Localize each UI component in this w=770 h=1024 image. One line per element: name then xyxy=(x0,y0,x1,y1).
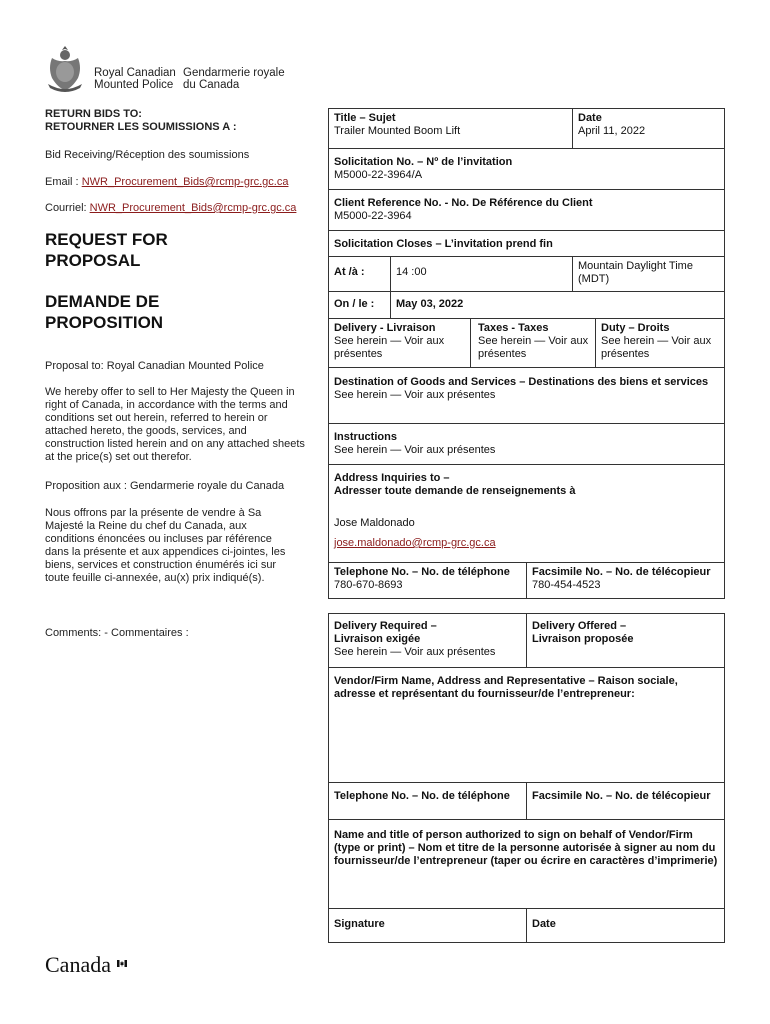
email-line xyxy=(45,176,307,189)
delivery-required-cell xyxy=(328,613,527,668)
courriel-label: Courriel: xyxy=(45,202,90,214)
offer-text-fr: Nous offrons par la présente de vendre à Sa Majesté la Reine du chef du Canada, aux conditions énoncées ou incluses par référence dans la présente et aux appendices ci-jointes, les biens, services et construction énumérés ici sur toute feuille ci-annexée, au(x) prix indiqué(s). xyxy=(45,507,286,584)
title-en-line1: REQUEST FOR xyxy=(45,230,168,249)
proposal-to: Proposal to: Royal Canadian Mounted Police xyxy=(45,360,264,372)
contact-name: Jose Maldonado xyxy=(334,517,415,529)
at-label-cell xyxy=(328,256,391,292)
title-fr-line2: PROPOSITION xyxy=(45,313,164,332)
taxes-label: Taxes - Taxes xyxy=(478,322,549,334)
solicitation-label: Solicitation No. – Nº de l’invitation xyxy=(334,156,513,168)
signature-cell[interactable] xyxy=(328,908,527,943)
solicitation-cell xyxy=(328,148,725,190)
solicitation-value: M5000-22-3964/A xyxy=(334,169,423,181)
delivery-label: Delivery - Livraison xyxy=(334,322,436,334)
canada-flag-icon xyxy=(117,960,127,967)
on-value-cell xyxy=(390,291,725,319)
title-cell xyxy=(328,108,573,149)
delivery-required-value: See herein — Voir aux présentes xyxy=(334,646,496,658)
taxes-value: See herein — Voir aux présentes xyxy=(478,335,589,360)
title-fr-line1: DEMANDE DE xyxy=(45,292,160,311)
address-cell xyxy=(328,464,725,563)
on-label-cell xyxy=(328,291,391,319)
org-name-fr-line1: Gendarmerie royale xyxy=(183,67,285,79)
fax-cell xyxy=(526,562,725,599)
client-ref-cell xyxy=(328,189,725,231)
title-en-line2: PROPOSAL xyxy=(45,251,141,270)
telephone-label: Telephone No. – No. de téléphone xyxy=(334,566,510,578)
client-ref-label: Client Reference No. - No. De Référence du Client xyxy=(334,197,593,209)
vendor-telephone-label: Telephone No. – No. de téléphone xyxy=(334,790,510,802)
duty-cell xyxy=(595,318,725,368)
org-name-en-line1: Royal Canadian xyxy=(94,67,176,79)
delivery-cell xyxy=(328,318,471,368)
return-bids-heading xyxy=(45,108,307,134)
courriel-line xyxy=(45,202,307,215)
instructions-value: See herein — Voir aux présentes xyxy=(334,444,496,456)
delivery-required-label-2: Livraison exigée xyxy=(334,633,421,645)
email-label: Email : xyxy=(45,176,82,188)
delivery-offered-label-1: Delivery Offered – xyxy=(532,620,627,632)
offer-text-en: We hereby offer to sell to Her Majesty the Queen in right of Canada, in accordance with the terms and conditions set out herein, referred to herein or attached hereto, the goods, services, and construction listed herein and on any attached sheets at the price(s) set out therefor. xyxy=(45,386,305,463)
page-title-en xyxy=(45,229,168,271)
delivery-required-label-1: Delivery Required – xyxy=(334,620,437,632)
telephone-value: 780-670-8693 xyxy=(334,579,403,591)
org-name-fr-line2: du Canada xyxy=(183,79,240,91)
rcmp-crest-icon xyxy=(44,44,86,92)
bid-receiving: Bid Receiving/Réception des soumissions xyxy=(45,149,250,161)
title-label: Title – Sujet xyxy=(334,112,396,124)
date-label: Date xyxy=(578,112,602,124)
destination-cell xyxy=(328,367,725,424)
vendor-label: Vendor/Firm Name, Address and Representative – Raison sociale, adresse et représentant du fournisseur/de l’entrepreneur: xyxy=(334,675,678,700)
fax-label: Facsimile No. – No. de télécopieur xyxy=(532,566,711,578)
fax-value: 780-454-4523 xyxy=(532,579,601,591)
delivery-offered-cell[interactable] xyxy=(526,613,725,668)
duty-value: See herein — Voir aux présentes xyxy=(601,335,712,360)
org-name-en xyxy=(94,67,176,91)
contact-email-link[interactable]: jose.maldonado@rcmp-grc.gc.ca xyxy=(334,537,496,549)
at-value-cell xyxy=(390,256,573,292)
destination-value: See herein — Voir aux présentes xyxy=(334,389,496,401)
canada-wordmark-a: a xyxy=(101,952,111,977)
signature-date-cell[interactable] xyxy=(526,908,725,943)
title-value: Trailer Mounted Boom Lift xyxy=(334,125,461,137)
canada-wordmark-text: Canad xyxy=(45,952,102,977)
date-value: April 11, 2022 xyxy=(578,125,646,137)
on-value: May 03, 2022 xyxy=(396,298,464,310)
authorized-cell[interactable] xyxy=(328,819,725,909)
org-name-fr xyxy=(183,67,285,91)
comments-label: Comments: - Commentaires : xyxy=(45,627,189,639)
signature-label: Signature xyxy=(334,918,385,930)
delivery-value: See herein — Voir aux présentes xyxy=(334,335,445,360)
address-label-1: Address Inquiries to – xyxy=(334,472,450,484)
canada-wordmark xyxy=(45,952,111,977)
vendor-telephone-cell[interactable] xyxy=(328,782,527,820)
timezone-value: Mountain Daylight Time (MDT) xyxy=(578,260,693,285)
return-bids-fr: RETOURNER LES SOUMISSIONS A : xyxy=(45,121,237,133)
timezone-cell xyxy=(572,256,725,292)
proposition-aux: Proposition aux : Gendarmerie royale du Canada xyxy=(45,480,285,492)
org-name-en-line2: Mounted Police xyxy=(94,79,174,91)
at-label: At /à : xyxy=(334,266,365,278)
taxes-cell xyxy=(470,318,596,368)
instructions-cell xyxy=(328,423,725,465)
instructions-label: Instructions xyxy=(334,431,397,443)
closes-cell xyxy=(328,230,725,257)
courriel-link[interactable]: NWR_Procurement_Bids@rcmp-grc.gc.ca xyxy=(89,202,297,214)
email-link[interactable]: NWR_Procurement_Bids@rcmp-grc.gc.ca xyxy=(81,176,289,188)
signature-date-label: Date xyxy=(532,918,556,930)
vendor-fax-cell[interactable] xyxy=(526,782,725,820)
client-ref-value: M5000-22-3964 xyxy=(334,210,412,222)
date-cell xyxy=(572,108,725,149)
at-value: 14 :00 xyxy=(396,266,427,278)
delivery-offered-label-2: Livraison proposée xyxy=(532,633,634,645)
on-label: On / le : xyxy=(334,298,375,310)
page-title-fr xyxy=(45,291,163,333)
authorized-label: Name and title of person authorized to sign on behalf of Vendor/Firm (type or print) – Nom et titre de la personne autorisée à signer au nom du fournisseur/de l’entrepreneur (taper ou écrire en caractères d’imprimerie) xyxy=(334,829,718,867)
closes-label: Solicitation Closes – L’invitation prend fin xyxy=(334,238,553,250)
duty-label: Duty – Droits xyxy=(601,322,670,334)
telephone-cell xyxy=(328,562,527,599)
vendor-cell[interactable] xyxy=(328,667,725,783)
return-bids-en: RETURN BIDS TO: xyxy=(45,108,142,120)
destination-label: Destination of Goods and Services – Destinations des biens et services xyxy=(334,376,709,388)
address-label-2: Adresser toute demande de renseignements à xyxy=(334,485,576,497)
vendor-fax-label: Facsimile No. – No. de télécopieur xyxy=(532,790,711,802)
